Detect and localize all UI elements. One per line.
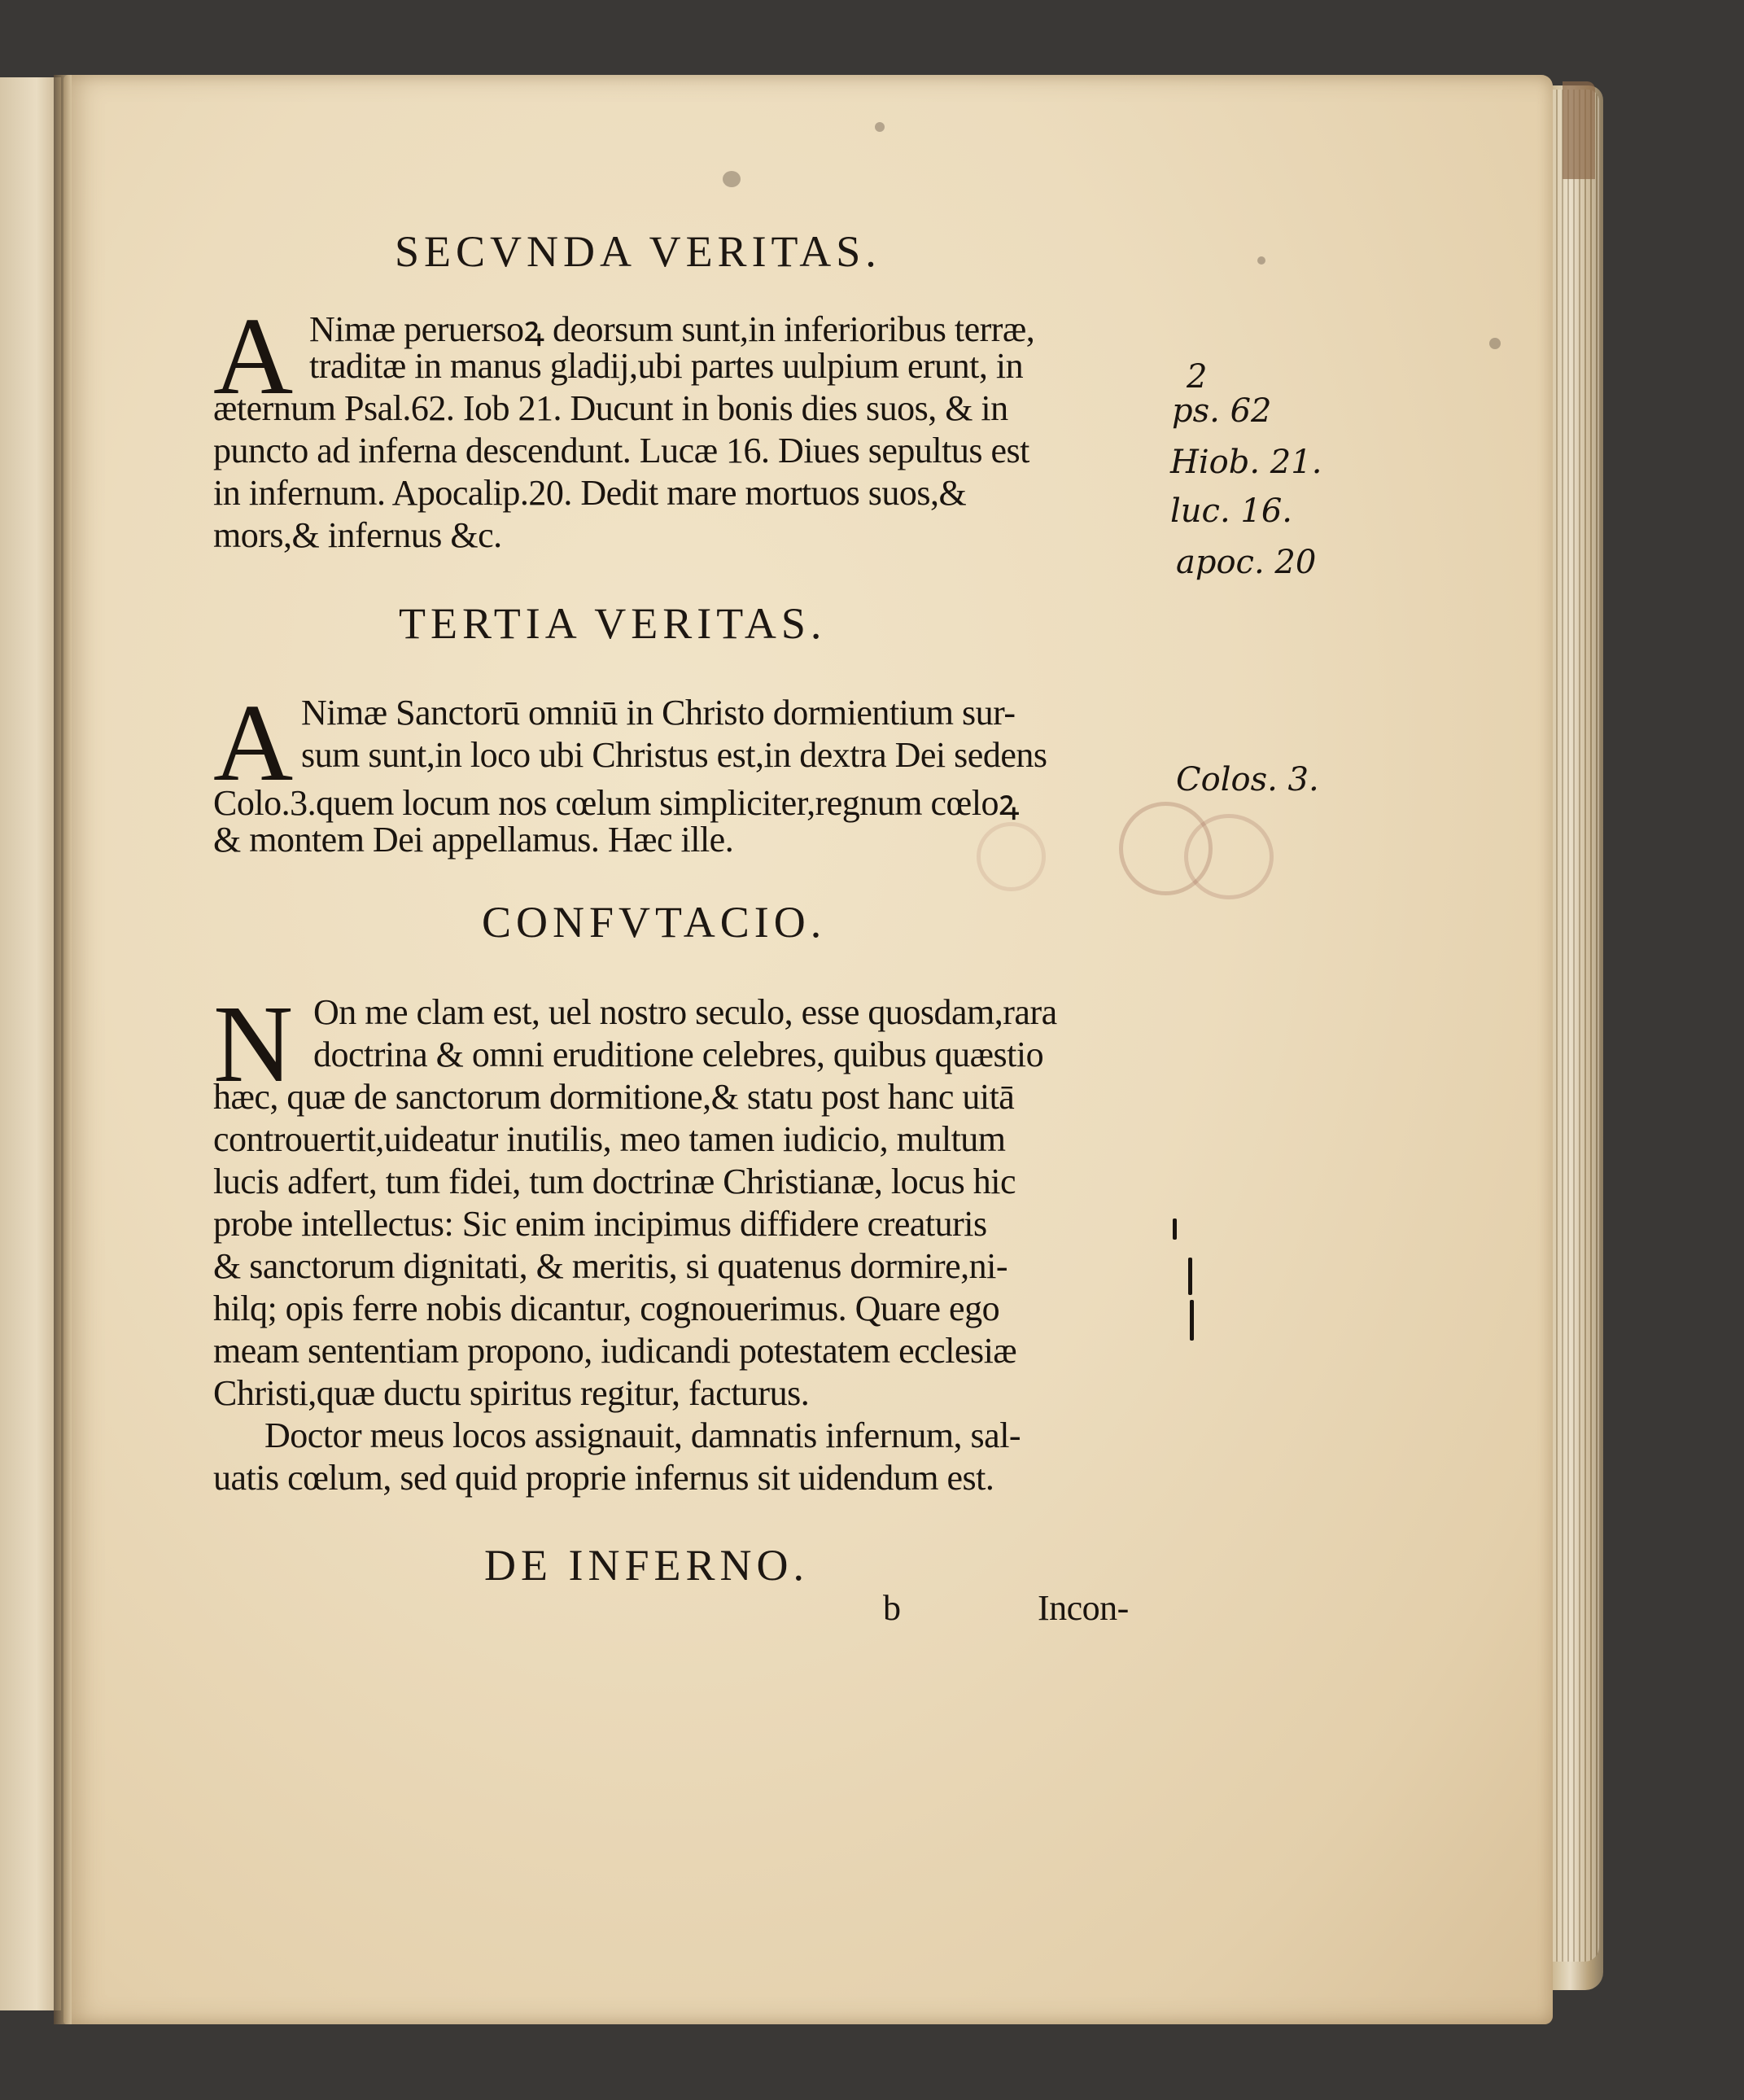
text-line: Doctor meus locos assignauit, damnatis infernum, sal- [264,1415,1021,1455]
section-heading: CONFVTACIO. [482,898,827,947]
ink-speck [1257,256,1265,265]
text-line: & sanctorum dignitati, & meritis, si quatenus dormire,ni- [213,1246,1008,1286]
catchword: Incon- [1038,1588,1129,1628]
page-edges-lines [1550,90,1599,1962]
ink-speck [875,122,885,132]
text-line: mors,& infernus &c. [213,515,502,555]
text-line: Nimæ peruersoꝝ deorsum sunt,in inferioribus terræ, [309,309,1035,349]
margin-note: apoc. 20 [1176,544,1317,581]
ring-stain [1184,814,1274,899]
margin-note: ps. 62 [1172,392,1272,430]
section-heading: DE INFERNO. [484,1541,809,1590]
text-line: sum sunt,in loco ubi Christus est,in dextra Dei sedens [301,735,1047,775]
text-line: æternum Psal.62. Iob 21. Ducunt in bonis dies suos, & in [213,388,1008,428]
text-line: in infernum. Apocalip.20. Dedit mare mortuos suos,& [213,473,967,513]
text-line: puncto ad inferna descendunt. Lucæ 16. Diues sepultus est [213,431,1029,470]
margin-note: Colos. 3. [1176,761,1319,798]
text-line: hæc, quæ de sanctorum dormitione,& statu post hanc uitā [213,1077,1015,1117]
page-edge-tab [1563,81,1595,179]
text-line: hilq; opis ferre nobis dicantur, cognouerimus. Quare ego [213,1288,1000,1328]
margin-note: 2 [1187,358,1208,396]
ring-stain [977,822,1046,891]
text-line: traditæ in manus gladij,ubi partes uulpium erunt, in [309,346,1024,386]
text-line: probe intellectus: Sic enim incipimus diffidere creaturis [213,1204,987,1244]
ink-speck [723,171,741,187]
text-line: Christi,quæ ductu spiritus regitur, facturus. [213,1373,810,1413]
margin-bracket-mark [1173,1218,1177,1240]
text-line: Nimæ Sanctorū omniū in Christo dormientium sur- [301,693,1016,733]
text-line: doctrina & omni eruditione celebres, quibus quæstio [313,1035,1044,1074]
text-line: & montem Dei appellamus. Hæc ille. [213,820,734,860]
page-gutter [54,75,72,2024]
text-line: uatis cœlum, sed quid proprie infernus sit uidendum est. [213,1458,994,1498]
margin-bracket-mark [1190,1300,1194,1341]
margin-note: Hiob. 21. [1170,444,1322,481]
drop-capital: A [213,682,294,804]
text-line: Colo.3.quem locum nos cœlum simpliciter,regnum cœloꝝ [213,783,1019,823]
drop-capital: A [213,295,294,418]
text-line: On me clam est, uel nostro seculo, esse quosdam,rara [313,992,1057,1032]
ink-speck [1489,338,1501,349]
left-page-edge [0,77,61,2010]
section-heading: TERTIA VERITAS. [399,599,827,648]
margin-bracket-mark [1188,1258,1192,1295]
drop-capital: N [213,983,294,1105]
signature-mark: b [883,1588,901,1628]
text-line: controuertit,uideatur inutilis, meo tamen iudicio, multum [213,1119,1006,1159]
text-line: meam sententiam propono, iudicandi potestatem ecclesiæ [213,1331,1017,1371]
text-line: lucis adfert, tum fidei, tum doctrinæ Christianæ, locus hic [213,1162,1016,1201]
section-heading: SECVNDA VERITAS. [395,227,881,276]
margin-note: luc. 16. [1170,492,1292,530]
